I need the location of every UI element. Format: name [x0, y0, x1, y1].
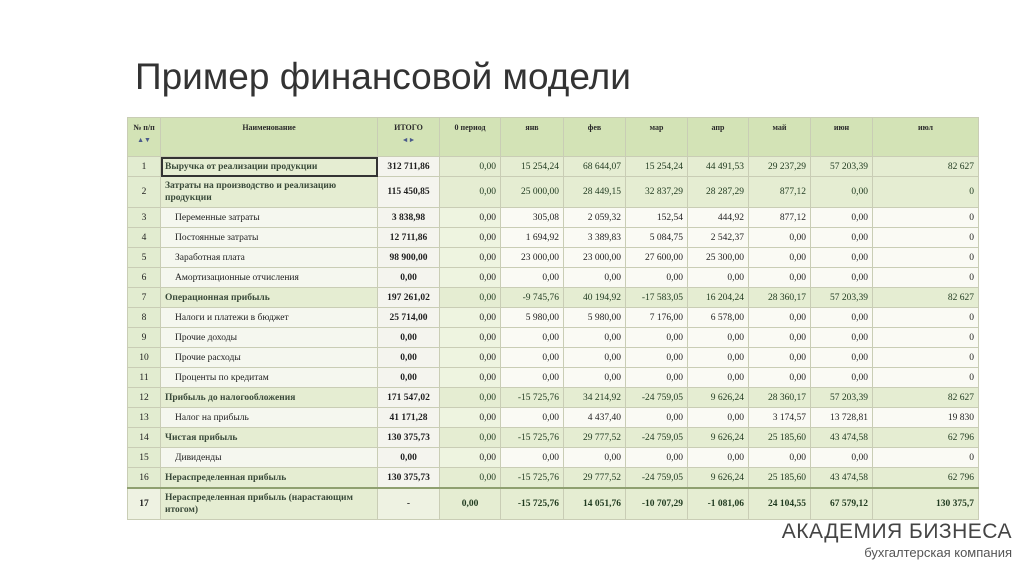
row-total-cell[interactable]: 98 900,00	[378, 248, 440, 268]
value-cell[interactable]: 28 360,17	[749, 288, 811, 308]
sort-arrows-icon[interactable]: ▲▼	[137, 136, 151, 144]
value-cell[interactable]: 0,00	[811, 248, 873, 268]
row-name-cell[interactable]: Нераспределенная прибыль	[161, 468, 378, 489]
value-cell[interactable]: -24 759,05	[626, 468, 688, 489]
value-cell[interactable]: 0,00	[440, 448, 501, 468]
value-cell[interactable]: 29 777,52	[564, 468, 626, 489]
row-number-cell[interactable]: 15	[128, 448, 161, 468]
table-row	[128, 408, 979, 428]
value-cell[interactable]: 25 185,60	[749, 468, 811, 489]
value-cell[interactable]: 2 059,32	[564, 208, 626, 228]
row-total-cell[interactable]: 0,00	[378, 268, 440, 288]
value-cell[interactable]: 0,00	[626, 368, 688, 388]
col-header-period-0[interactable]: 0 период	[440, 118, 501, 157]
row-number-cell[interactable]: 14	[128, 428, 161, 448]
value-cell[interactable]: 0,00	[749, 328, 811, 348]
value-cell[interactable]: 0,00	[564, 348, 626, 368]
table-row	[128, 488, 979, 520]
row-total-cell[interactable]: 115 450,85	[378, 177, 440, 208]
value-cell[interactable]: -17 583,05	[626, 288, 688, 308]
col-header-total[interactable]: ИТОГО ◄►	[378, 118, 440, 157]
value-cell[interactable]: 0,00	[440, 157, 501, 177]
value-cell[interactable]: 0,00	[688, 408, 749, 428]
row-total-cell[interactable]: 171 547,02	[378, 388, 440, 408]
value-cell[interactable]: 15 254,24	[626, 157, 688, 177]
value-cell[interactable]: 0,00	[564, 448, 626, 468]
row-total-cell[interactable]: 130 375,73	[378, 468, 440, 489]
value-cell[interactable]: 0,00	[501, 328, 564, 348]
value-cell[interactable]: 15 254,24	[501, 157, 564, 177]
value-cell[interactable]: 27 600,00	[626, 248, 688, 268]
value-cell[interactable]: 0	[873, 248, 979, 268]
value-cell[interactable]: 0,00	[811, 448, 873, 468]
value-cell[interactable]: 0	[873, 208, 979, 228]
value-cell[interactable]: 0,00	[749, 348, 811, 368]
row-name-cell[interactable]: Затраты на производство и реализацию продукции	[161, 177, 378, 208]
value-cell[interactable]: 130 375,7	[873, 488, 979, 520]
value-cell[interactable]: 9 626,24	[688, 428, 749, 448]
value-cell[interactable]: 0	[873, 368, 979, 388]
value-cell[interactable]: 0,00	[440, 328, 501, 348]
row-name-cell[interactable]: Налог на прибыль	[161, 408, 378, 428]
row-name-cell[interactable]: Налоги и платежи в бюджет	[161, 308, 378, 328]
value-cell[interactable]: 0,00	[440, 288, 501, 308]
value-cell[interactable]: 43 474,58	[811, 468, 873, 489]
brand-block	[782, 520, 1012, 560]
value-cell[interactable]: 152,54	[626, 208, 688, 228]
value-cell[interactable]: 62 796	[873, 428, 979, 448]
row-number-cell[interactable]: 9	[128, 328, 161, 348]
row-number-cell[interactable]: 16	[128, 468, 161, 489]
value-cell[interactable]: 0,00	[749, 228, 811, 248]
table-row	[128, 348, 979, 368]
value-cell[interactable]: 0,00	[440, 208, 501, 228]
value-cell[interactable]: 57 203,39	[811, 288, 873, 308]
value-cell[interactable]: 0,00	[626, 348, 688, 368]
value-cell[interactable]: 57 203,39	[811, 157, 873, 177]
value-cell[interactable]: 0,00	[749, 268, 811, 288]
value-cell[interactable]: 9 626,24	[688, 468, 749, 489]
value-cell[interactable]: -15 725,76	[501, 488, 564, 520]
value-cell[interactable]: 23 000,00	[564, 248, 626, 268]
value-cell[interactable]: 4 437,40	[564, 408, 626, 428]
value-cell[interactable]: 0	[873, 348, 979, 368]
row-total-cell[interactable]: -	[378, 488, 440, 520]
value-cell[interactable]: 0,00	[501, 348, 564, 368]
value-cell[interactable]: 0,00	[440, 268, 501, 288]
table-row	[128, 248, 979, 268]
col-header-jul[interactable]: июл	[873, 118, 979, 157]
col-header-name[interactable]: Наименование	[161, 118, 378, 157]
value-cell[interactable]: 14 051,76	[564, 488, 626, 520]
value-cell[interactable]: 40 194,92	[564, 288, 626, 308]
value-cell[interactable]: 0,00	[440, 177, 501, 208]
row-total-cell[interactable]: 0,00	[378, 368, 440, 388]
value-cell[interactable]: 0,00	[501, 268, 564, 288]
col-header-jun[interactable]: июн	[811, 118, 873, 157]
value-cell[interactable]: 0,00	[564, 328, 626, 348]
value-cell[interactable]: 0,00	[440, 388, 501, 408]
row-number-cell[interactable]: 2	[128, 177, 161, 208]
col-header-feb[interactable]: фев	[564, 118, 626, 157]
value-cell[interactable]: 0,00	[811, 208, 873, 228]
value-cell[interactable]: -15 725,76	[501, 388, 564, 408]
value-cell[interactable]: 0,00	[564, 368, 626, 388]
value-cell[interactable]: 24 104,55	[749, 488, 811, 520]
value-cell[interactable]: 0,00	[440, 368, 501, 388]
value-cell[interactable]: 0,00	[626, 408, 688, 428]
value-cell[interactable]: -15 725,76	[501, 468, 564, 489]
value-cell[interactable]: 0	[873, 448, 979, 468]
value-cell[interactable]: 0,00	[440, 408, 501, 428]
table-row	[128, 328, 979, 348]
row-total-cell[interactable]: 130 375,73	[378, 428, 440, 448]
value-cell[interactable]: 0,00	[626, 448, 688, 468]
value-cell[interactable]: 0,00	[688, 448, 749, 468]
row-total-cell[interactable]: 25 714,00	[378, 308, 440, 328]
value-cell[interactable]: 0,00	[440, 468, 501, 489]
value-cell[interactable]: 5 084,75	[626, 228, 688, 248]
slide-title: Пример финансовой модели	[135, 56, 631, 97]
value-cell[interactable]: 28 449,15	[564, 177, 626, 208]
value-cell[interactable]: 0,00	[440, 308, 501, 328]
value-cell[interactable]: 29 777,52	[564, 428, 626, 448]
row-name-cell[interactable]: Выручка от реализации продукции	[161, 157, 378, 177]
value-cell[interactable]: 34 214,92	[564, 388, 626, 408]
row-number-cell[interactable]: 7	[128, 288, 161, 308]
value-cell[interactable]: 62 796	[873, 468, 979, 489]
value-cell[interactable]: 444,92	[688, 208, 749, 228]
value-cell[interactable]: 0,00	[749, 368, 811, 388]
value-cell[interactable]: 82 627	[873, 388, 979, 408]
value-cell[interactable]: -24 759,05	[626, 388, 688, 408]
table-row	[128, 368, 979, 388]
value-cell[interactable]: 5 980,00	[564, 308, 626, 328]
header-row	[128, 118, 979, 157]
table-row	[128, 228, 979, 248]
table-row	[128, 208, 979, 228]
value-cell[interactable]: 0,00	[688, 268, 749, 288]
row-name-cell[interactable]: Амортизационные отчисления	[161, 268, 378, 288]
value-cell[interactable]: 0,00	[749, 308, 811, 328]
row-name-cell[interactable]: Операционная прибыль	[161, 288, 378, 308]
value-cell[interactable]: 0,00	[811, 268, 873, 288]
value-cell[interactable]: 0,00	[688, 368, 749, 388]
row-name-cell[interactable]: Дивиденды	[161, 448, 378, 468]
row-number-cell[interactable]: 5	[128, 248, 161, 268]
row-total-cell[interactable]: 312 711,86	[378, 157, 440, 177]
value-cell[interactable]: 57 203,39	[811, 388, 873, 408]
row-number-cell[interactable]: 3	[128, 208, 161, 228]
row-number-cell[interactable]: 1	[128, 157, 161, 177]
row-number-cell[interactable]: 17	[128, 488, 161, 520]
value-cell[interactable]: 6 578,00	[688, 308, 749, 328]
value-cell[interactable]: 877,12	[749, 208, 811, 228]
value-cell[interactable]: 0,00	[564, 268, 626, 288]
value-cell[interactable]: -24 759,05	[626, 428, 688, 448]
value-cell[interactable]: 25 300,00	[688, 248, 749, 268]
col-header-apr[interactable]: апр	[688, 118, 749, 157]
value-cell[interactable]: 0,00	[811, 368, 873, 388]
value-cell[interactable]: 0,00	[811, 177, 873, 208]
row-number-cell[interactable]: 13	[128, 408, 161, 428]
brand-tagline: бухгалтерская компания	[864, 545, 1012, 560]
row-total-cell[interactable]: 0,00	[378, 328, 440, 348]
value-cell[interactable]: 5 980,00	[501, 308, 564, 328]
value-cell[interactable]: 1 694,92	[501, 228, 564, 248]
table-row	[128, 157, 979, 177]
brand-name: АКАДЕМИЯ БИЗНЕСА	[781, 520, 1012, 543]
table-row	[128, 177, 979, 208]
value-cell[interactable]: 0,00	[626, 328, 688, 348]
value-cell[interactable]: 25 000,00	[501, 177, 564, 208]
row-name-cell[interactable]: Заработная плата	[161, 248, 378, 268]
value-cell[interactable]: 9 626,24	[688, 388, 749, 408]
value-cell[interactable]: 0	[873, 268, 979, 288]
row-total-cell[interactable]: 12 711,86	[378, 228, 440, 248]
value-cell[interactable]: 19 830	[873, 408, 979, 428]
row-name-cell[interactable]: Постоянные затраты	[161, 228, 378, 248]
value-cell[interactable]: 0	[873, 177, 979, 208]
table-row	[128, 288, 979, 308]
value-cell[interactable]: 2 542,37	[688, 228, 749, 248]
row-number-cell[interactable]: 8	[128, 308, 161, 328]
row-name-cell[interactable]: Прочие доходы	[161, 328, 378, 348]
row-number-cell[interactable]: 10	[128, 348, 161, 368]
value-cell[interactable]: 305,08	[501, 208, 564, 228]
row-name-cell[interactable]: Прочие расходы	[161, 348, 378, 368]
financial-model-table	[127, 117, 979, 520]
col-header-mar[interactable]: мар	[626, 118, 688, 157]
value-cell[interactable]: 0	[873, 228, 979, 248]
value-cell[interactable]: -15 725,76	[501, 428, 564, 448]
row-total-cell[interactable]: 41 171,28	[378, 408, 440, 428]
value-cell[interactable]: 68 644,07	[564, 157, 626, 177]
row-total-cell[interactable]: 0,00	[378, 448, 440, 468]
row-name-cell[interactable]: Проценты по кредитам	[161, 368, 378, 388]
row-number-cell[interactable]: 12	[128, 388, 161, 408]
value-cell[interactable]: 28 287,29	[688, 177, 749, 208]
value-cell[interactable]: 0,00	[440, 348, 501, 368]
scroll-arrows-icon[interactable]: ◄►	[401, 136, 416, 144]
value-cell[interactable]: -1 081,06	[688, 488, 749, 520]
value-cell[interactable]: 16 204,24	[688, 288, 749, 308]
value-cell[interactable]: 0,00	[811, 308, 873, 328]
value-cell[interactable]: 23 000,00	[501, 248, 564, 268]
table-row	[128, 448, 979, 468]
value-cell[interactable]: 0,00	[811, 228, 873, 248]
table-row	[128, 388, 979, 408]
value-cell[interactable]: 0,00	[749, 248, 811, 268]
value-cell[interactable]: 0,00	[811, 348, 873, 368]
value-cell[interactable]: 67 579,12	[811, 488, 873, 520]
value-cell[interactable]: 3 389,83	[564, 228, 626, 248]
row-name-cell[interactable]: Чистая прибыль	[161, 428, 378, 448]
table-row	[128, 308, 979, 328]
col-header-num[interactable]: № п/п ▲▼	[128, 118, 161, 157]
value-cell[interactable]: 0	[873, 328, 979, 348]
value-cell[interactable]: 0,00	[501, 448, 564, 468]
value-cell[interactable]: -10 707,29	[626, 488, 688, 520]
row-name-cell[interactable]: Нераспределенная прибыль (нарастающим итогом)	[161, 488, 378, 520]
value-cell[interactable]: 0,00	[749, 448, 811, 468]
value-cell[interactable]: 29 237,29	[749, 157, 811, 177]
value-cell[interactable]: 877,12	[749, 177, 811, 208]
col-header-may[interactable]: май	[749, 118, 811, 157]
value-cell[interactable]: 7 176,00	[626, 308, 688, 328]
table-body	[128, 157, 979, 520]
value-cell[interactable]: 0,00	[440, 488, 501, 520]
value-cell[interactable]: 0,00	[440, 428, 501, 448]
value-cell[interactable]: 82 627	[873, 157, 979, 177]
value-cell[interactable]: 0,00	[440, 248, 501, 268]
value-cell[interactable]: -9 745,76	[501, 288, 564, 308]
value-cell[interactable]: 13 728,81	[811, 408, 873, 428]
value-cell[interactable]: 28 360,17	[749, 388, 811, 408]
table-row	[128, 428, 979, 448]
table-row	[128, 268, 979, 288]
value-cell[interactable]: 0,00	[501, 408, 564, 428]
value-cell[interactable]: 25 185,60	[749, 428, 811, 448]
value-cell[interactable]: 3 174,57	[749, 408, 811, 428]
value-cell[interactable]: 0,00	[688, 328, 749, 348]
value-cell[interactable]: 0,00	[688, 348, 749, 368]
col-header-jan[interactable]: янв	[501, 118, 564, 157]
value-cell[interactable]: 82 627	[873, 288, 979, 308]
value-cell[interactable]: 0	[873, 308, 979, 328]
row-name-cell[interactable]: Переменные затраты	[161, 208, 378, 228]
row-name-cell[interactable]: Прибыль до налогообложения	[161, 388, 378, 408]
row-number-cell[interactable]: 4	[128, 228, 161, 248]
value-cell[interactable]: 43 474,58	[811, 428, 873, 448]
value-cell[interactable]: 0,00	[501, 368, 564, 388]
value-cell[interactable]: 0,00	[811, 328, 873, 348]
value-cell[interactable]: 0,00	[440, 228, 501, 248]
value-cell[interactable]: 44 491,53	[688, 157, 749, 177]
row-number-cell[interactable]: 11	[128, 368, 161, 388]
financial-model-table-wrap	[127, 117, 974, 515]
table-row	[128, 468, 979, 489]
value-cell[interactable]: 0,00	[626, 268, 688, 288]
row-number-cell[interactable]: 6	[128, 268, 161, 288]
row-total-cell[interactable]: 197 261,02	[378, 288, 440, 308]
row-total-cell[interactable]: 0,00	[378, 348, 440, 368]
row-total-cell[interactable]: 3 838,98	[378, 208, 440, 228]
value-cell[interactable]: 32 837,29	[626, 177, 688, 208]
